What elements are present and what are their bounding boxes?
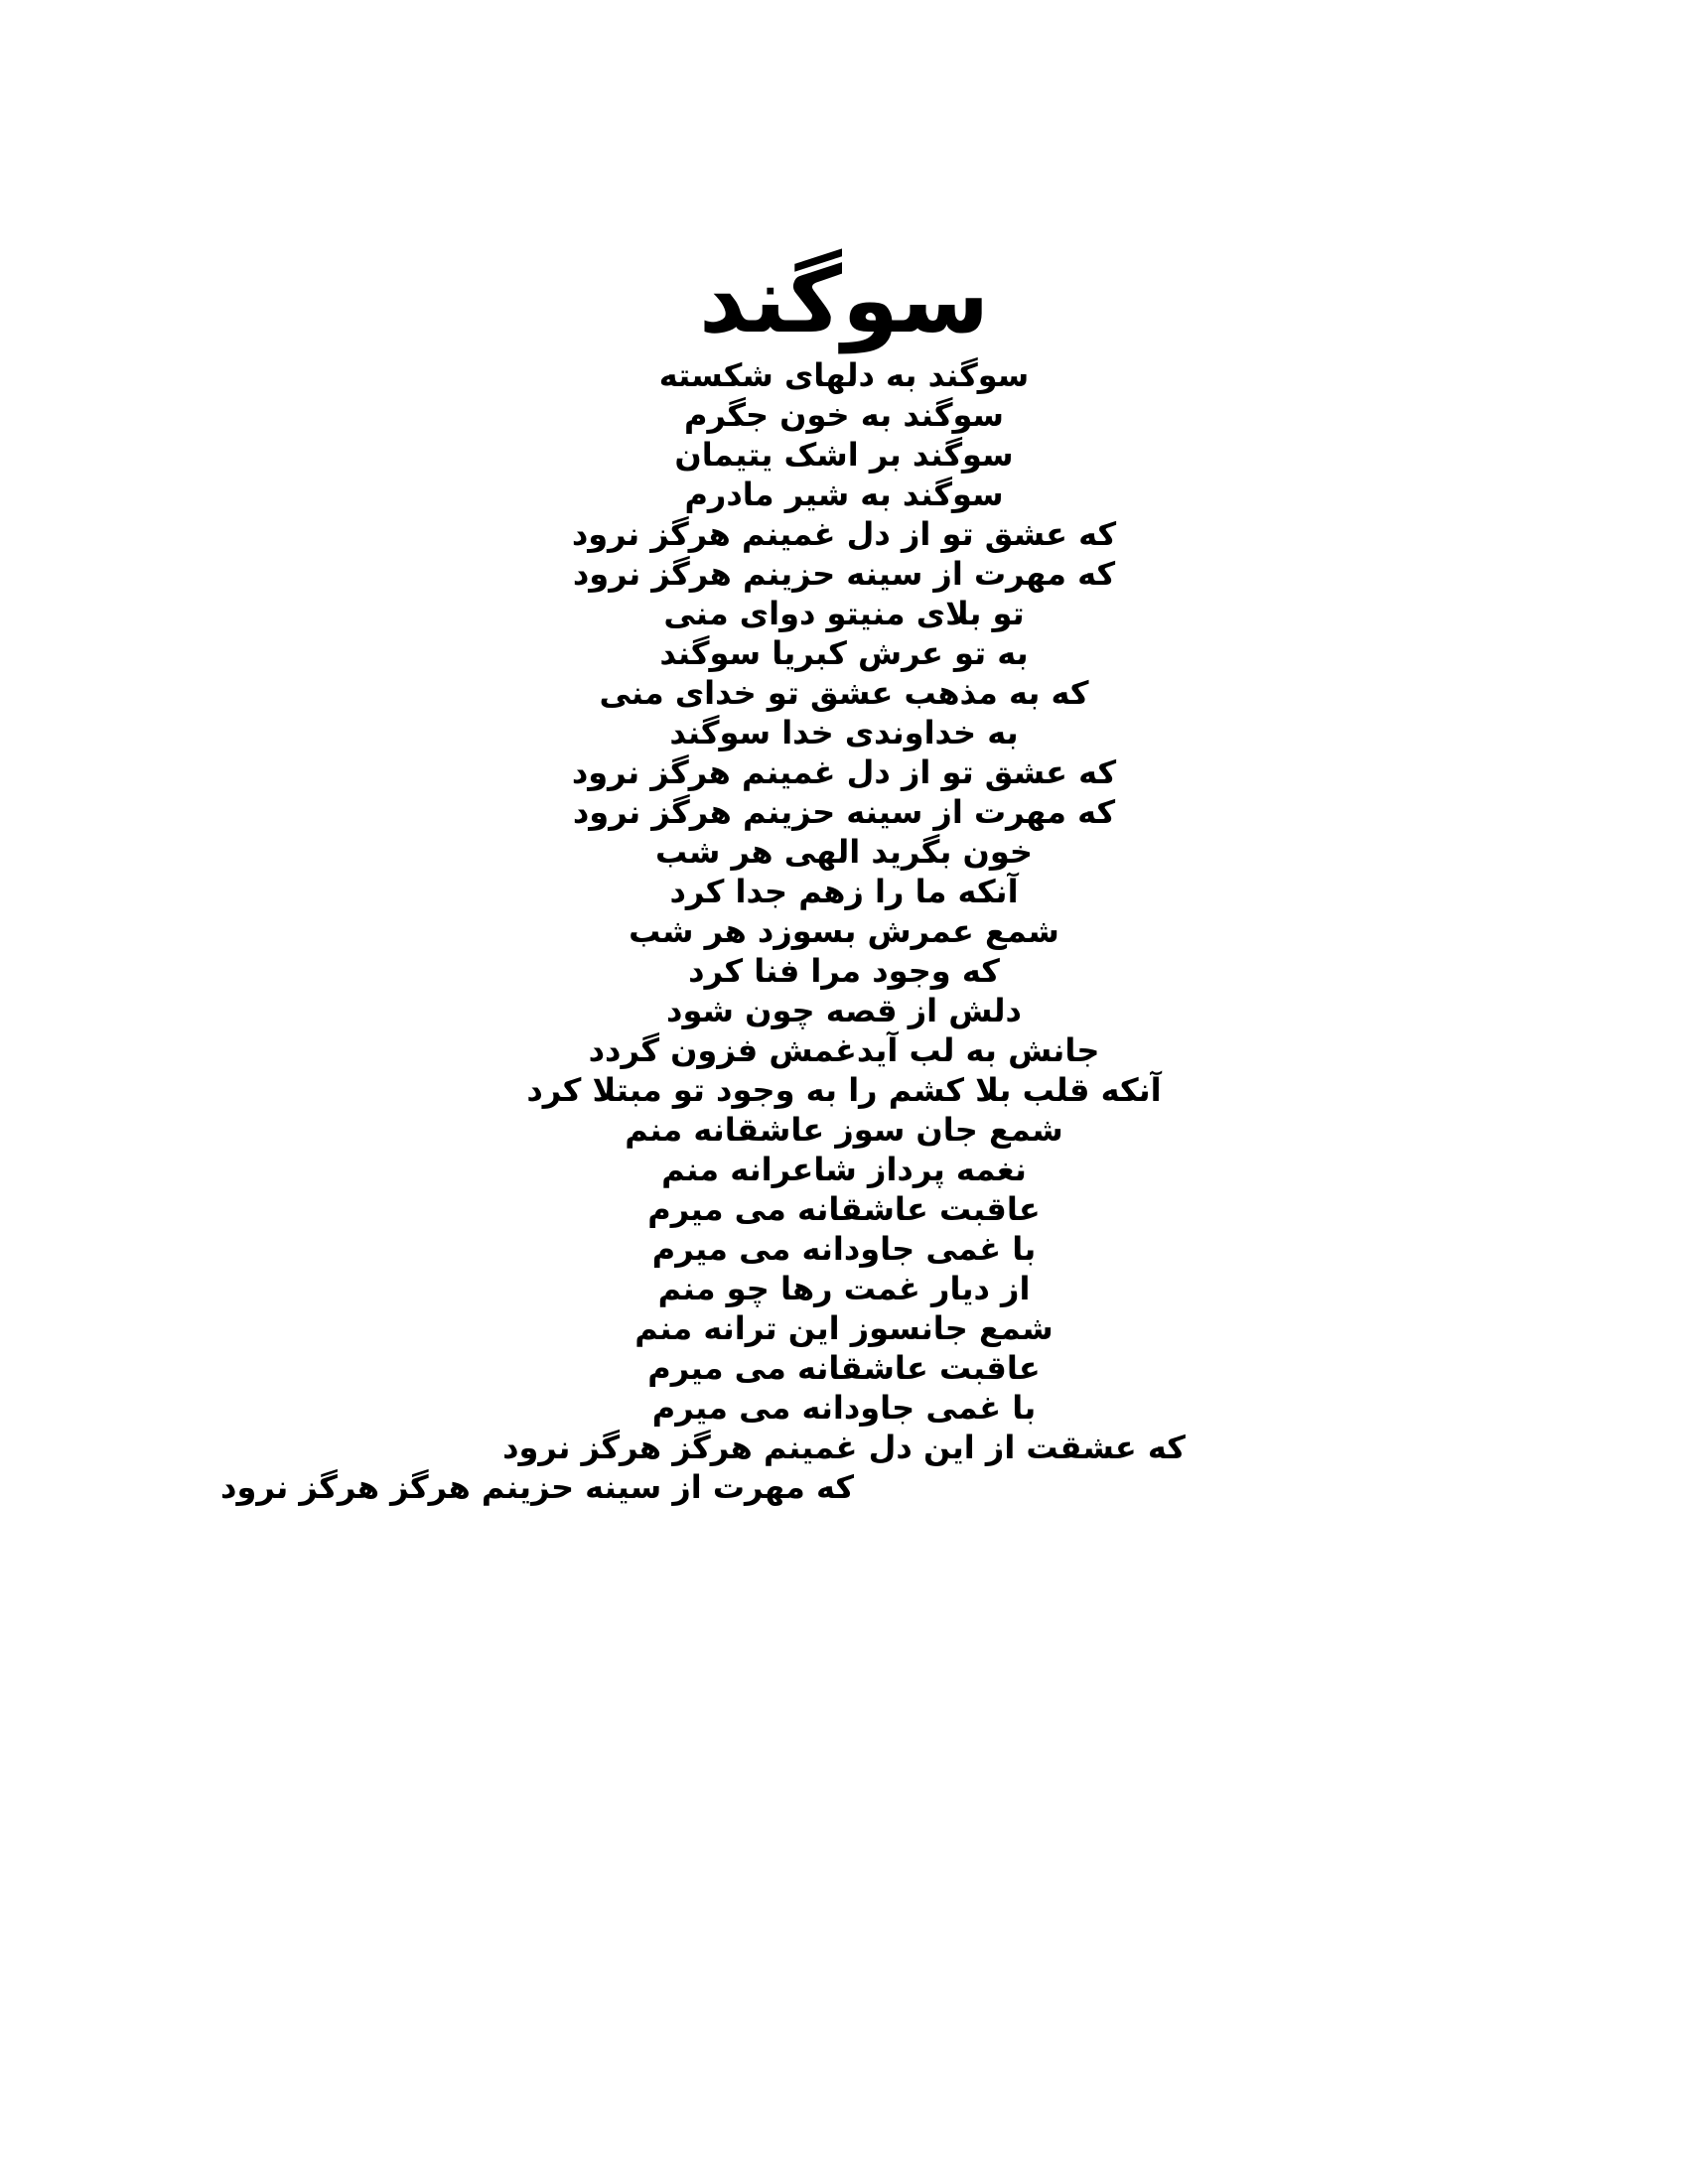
poem-line: شمع عمرش بسوزد هر شب — [629, 912, 1059, 950]
poem-line: آنکه ما را زهم جدا کرد — [669, 873, 1019, 910]
poem-line: سوگند به شیر مادرم — [684, 476, 1004, 513]
poem-line: که به مذهب عشق تو خدای منی — [599, 674, 1089, 712]
poem-line: عاقبت عاشقانه می میرم — [647, 1349, 1041, 1387]
poem-line: با غمی جاودانه می میرم — [651, 1389, 1037, 1427]
poem-line: سوگند بر اشک یتیمان — [674, 436, 1014, 474]
poem-line: که عشق تو از دل غمینم هرگز نرود — [571, 515, 1117, 553]
poem-line: از دیار غمت رها چو منم — [657, 1270, 1031, 1307]
poem-line: شمع جان سوز عاشقانه منم — [625, 1111, 1063, 1149]
poem-line: که مهرت از سینه حزینم هرگز نرود — [572, 555, 1116, 593]
poem-line: به تو عرش کبریا سوگند — [659, 634, 1029, 672]
poem-line: که وجود مرا فنا کرد — [688, 952, 1000, 990]
poem-line: نغمه پرداز شاعرانه منم — [661, 1151, 1027, 1188]
poem-line: سوگند به دلهای شکسته — [658, 356, 1030, 394]
poem-line: به خداوندی خدا سوگند — [669, 714, 1019, 751]
poem-line: با غمی جاودانه می میرم — [651, 1230, 1037, 1268]
poem-line: که مهرت از سینه حزینم هرگز نرود — [572, 793, 1116, 831]
poem-line: جانش به لب آیدغمش فزون گردد — [588, 1031, 1100, 1069]
poem-line: که مهرت از سینه حزینم هرگز هرگز نرود — [220, 1468, 854, 1506]
poem-line: سوگند به خون جگرم — [684, 396, 1004, 434]
poem-line: که عشقت از این دل غمینم هرگز هرگز نرود — [502, 1429, 1186, 1466]
poem-line: آنکه قلب بلا کشم را به وجود تو مبتلا کرد — [526, 1071, 1162, 1109]
poem-line: عاقبت عاشقانه می میرم — [647, 1190, 1041, 1228]
poem-line: دلش از قصه چون شود — [666, 992, 1022, 1029]
poem-line: تو بلای منیتو دوای منی — [663, 595, 1025, 632]
poem-title: سوگند — [698, 247, 990, 353]
poem-line: خون بگرید الهی هر شب — [655, 833, 1033, 871]
poem-line: شمع جانسوز این ترانه منم — [634, 1309, 1054, 1347]
poem-line: که عشق تو از دل غمینم هرگز نرود — [571, 753, 1117, 791]
